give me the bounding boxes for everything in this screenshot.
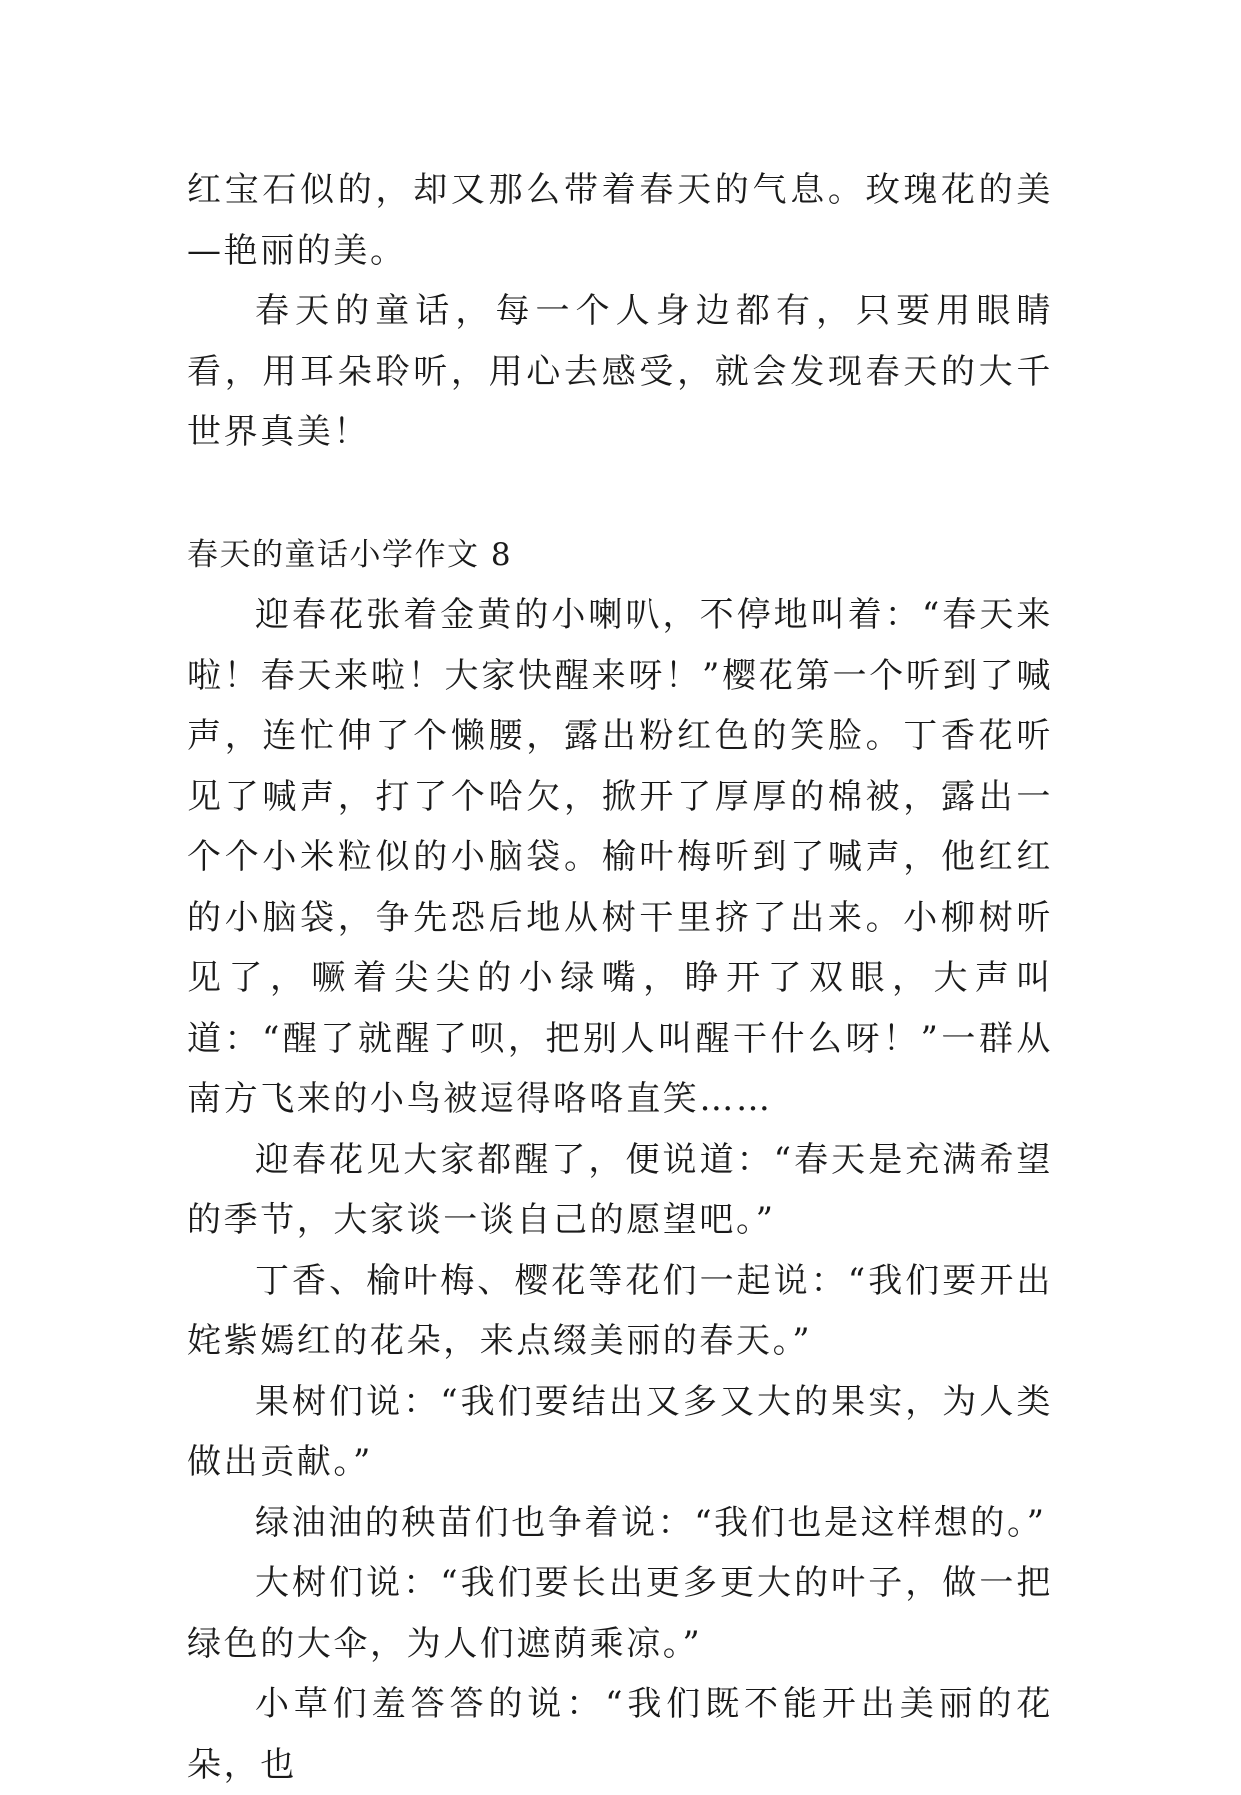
paragraph: 绿油油的秧苗们也争着说：“我们也是这样想的。”: [255, 1502, 1047, 1543]
section-title: 春天的童话小学作文 8: [187, 536, 513, 573]
paragraph: 春天的童话，每一个人身边都有，只要用眼睛看，用耳朵聆听，用心去感受，就会发现春天的大千世界真美！: [187, 291, 1053, 452]
paragraph: 迎春花见大家都醒了，便说道：“春天是充满希望的季节，大家谈一谈自己的愿望吧。”: [187, 1139, 1053, 1240]
paragraph: 丁香、榆叶梅、樱花等花们一起说：“我们要开出姹紫嫣红的花朵，来点缀美丽的春天。”: [187, 1260, 1053, 1361]
document-body: [187, 160, 1053, 1795]
paragraph: 小草们羞答答的说：“我们既不能开出美丽的花朵，也: [187, 1684, 1053, 1785]
paragraph-continued: 红宝石似的，却又那么带着春天的气息。玫瑰花的美—艳丽的美。: [187, 170, 1053, 271]
paragraph: 大树们说：“我们要长出更多更大的叶子，做一把绿色的大伞，为人们遮荫乘凉。”: [187, 1563, 1053, 1664]
section-spacer: [187, 463, 1053, 525]
paragraph: 迎春花张着金黄的小喇叭，不停地叫着：“春天来啦！春天来啦！大家快醒来呀！”樱花第一个听到了喊声，连忙伸了个懒腰，露出粉红色的笑脸。丁香花听见了喊声，打了个哈欠，掀开了厚厚的棉被，露出一个个小米粒似的小脑袋。榆叶梅听到了喊声，他红红的小脑袋，争先恐后地从树干里挤了出来。小柳树听见了，噘着尖尖的小绿嘴，睁开了双眼，大声叫道：“醒了就醒了呗，把别人叫醒干什么呀！”一群从南方飞来的小鸟被逗得咯咯直笑……: [187, 595, 1053, 1119]
paragraph: 果树们说：“我们要结出又多又大的果实，为人类做出贡献。”: [187, 1381, 1053, 1482]
